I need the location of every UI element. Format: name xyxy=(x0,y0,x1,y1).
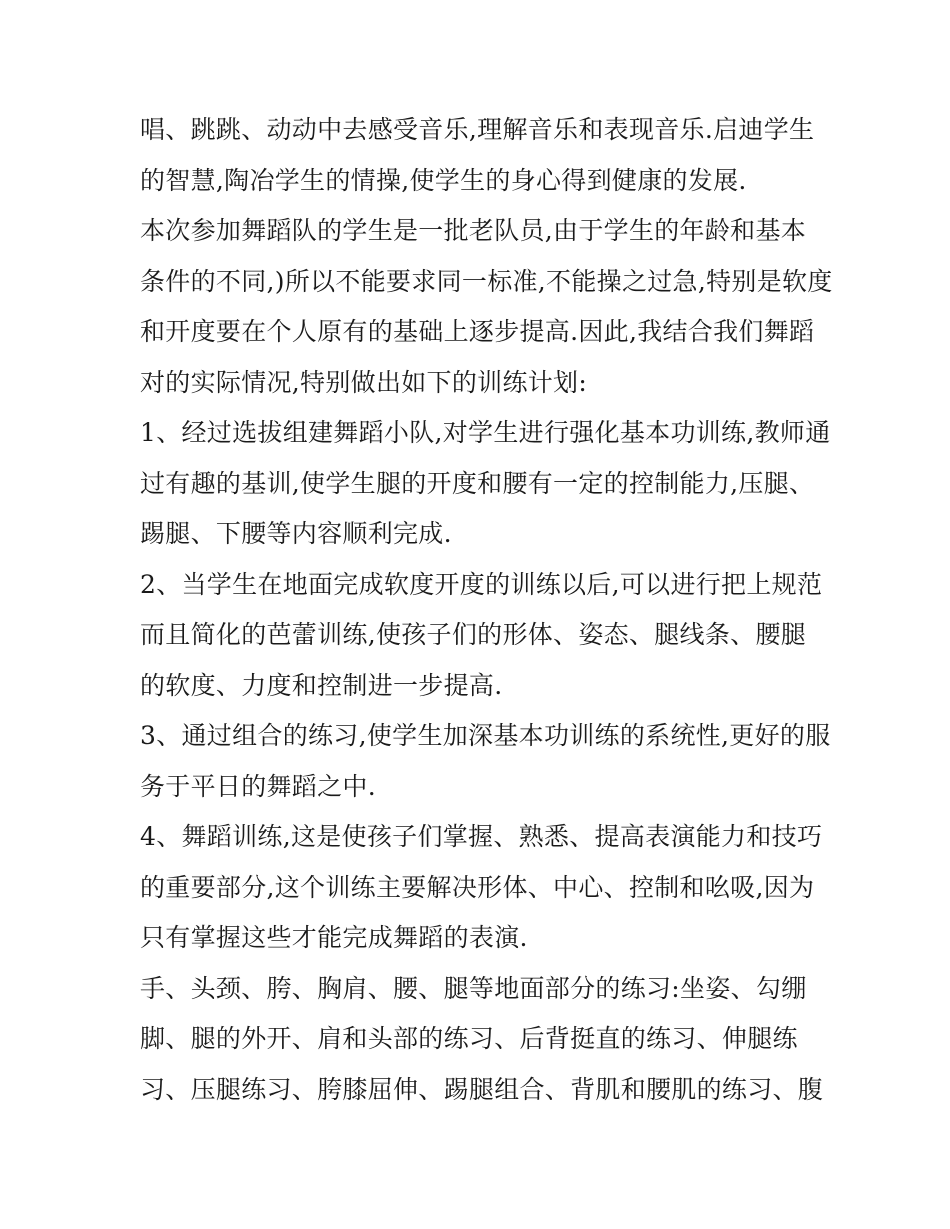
text-line: 过有趣的基训,使学生腿的开度和腰有一定的控制能力,压腿、 xyxy=(140,468,815,498)
text-line: 2、当学生在地面完成软度开度的训练以后,可以进行把上规范 xyxy=(140,569,823,599)
text-line: 和开度要在个人原有的基础上逐步提高.因此,我结合我们舞蹈 xyxy=(140,317,815,346)
text-line: 4、舞蹈训练,这是使孩子们掌握、熟悉、提高表演能力和技巧 xyxy=(140,822,823,851)
text-line: 条件的不同,)所以不能要求同一标准,不能操之过急,特别是软度 xyxy=(140,266,833,296)
text-line: 踢腿、下腰等内容顺利完成. xyxy=(140,519,452,548)
text-line: 1、经过选拔组建舞蹈小队,对学生进行强化基本功训练,教师通 xyxy=(140,418,831,447)
text-line: 的软度、力度和控制进一步提高. xyxy=(140,670,503,700)
text-line: 对的实际情况,特别做出如下的训练计划: xyxy=(140,367,588,397)
document-body xyxy=(140,105,833,1115)
text-line: 习、压腿练习、胯膝屈伸、踢腿组合、背肌和腰肌的练习、腹 xyxy=(140,1074,824,1104)
text-line: 3、通过组合的练习,使学生加深基本功训练的系统性,更好的服 xyxy=(140,721,831,750)
text-line: 手、头颈、胯、胸肩、腰、腿等地面部分的练习:坐姿、勾绷 xyxy=(140,973,807,1003)
text-line: 的智慧,陶冶学生的情操,使学生的身心得到健康的发展. xyxy=(140,165,747,195)
text-line: 唱、跳跳、动动中去感受音乐,理解音乐和表现音乐.启迪学生 xyxy=(140,115,815,144)
text-line: 本次参加舞蹈队的学生是一批老队员,由于学生的年龄和基本 xyxy=(140,216,807,245)
text-line: 而且简化的芭蕾训练,使孩子们的形体、姿态、腿线条、腰腿 xyxy=(140,620,807,649)
text-line: 只有掌握这些才能完成舞蹈的表演. xyxy=(140,923,528,952)
text-line: 的重要部分,这个训练主要解决形体、中心、控制和吆吸,因为 xyxy=(140,872,815,902)
text-line: 脚、腿的外开、肩和头部的练习、后背挺直的练习、伸腿练 xyxy=(140,1024,798,1053)
text-line: 务于平日的舞蹈之中. xyxy=(140,771,376,801)
